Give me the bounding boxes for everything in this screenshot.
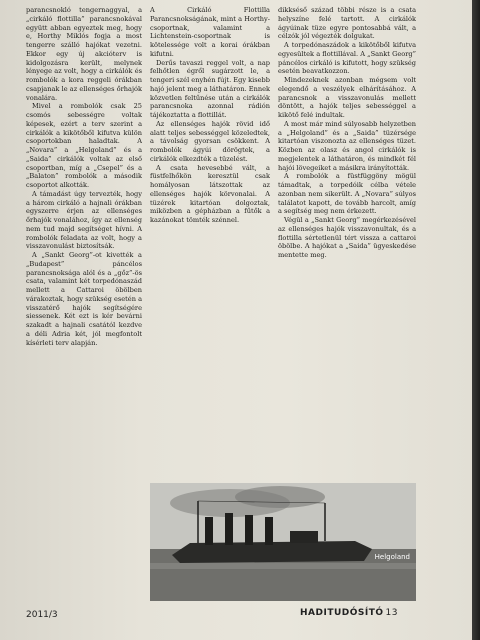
- paragraph: A csata hevesebbé vált, a füstfelhőkön keresztül csak homályosan látszottak az ellenséges hajók körvonalai. A tüzérek kitartóan dolgoztak, miközben a gépházban a fűtők a kazánokat tömték szénnel.: [150, 163, 270, 224]
- paragraph: A támadást úgy tervezték, hogy a három cirkáló a hajnali órákban egyszerre érjen az ellenséges őrhajók vonalához, így az ellenség nem tud majd segítséget hívni. A rombolók feladata az volt, hogy a visszavonulást biztosítsák.: [26, 189, 142, 251]
- paragraph: Végül a „Sankt Georg” megérkezésével az ellenséges hajók visszavonultak, és a flottilla sértetlenül tért vissza a cattaroi öbölbe. A hajókat a „Saida” ügyeskedése mentette meg.: [278, 216, 416, 259]
- photo-caption: Helgoland: [374, 553, 410, 561]
- page-number: 13: [385, 608, 398, 618]
- magazine-name: HADITUDÓSÍTÓ: [300, 608, 384, 618]
- page-edge-shadow: [472, 0, 480, 640]
- ship-photo: [150, 483, 416, 601]
- paragraph: Az ellenséges hajók rövid idő alatt teljes sebességgel közeledtek, a távolság gyorsan csökkent. A rombolók ágyúi dörögtek, a cirkálók elkezdték a tüzelést.: [150, 119, 270, 163]
- paragraph: Derűs tavaszi reggel volt, a nap felhőtlen égről sugárzott le, a tengeri szél enyhén fújt. Egy kisebb hajó jelent meg a láthatáron. Ennek közvetlen feltűnése után a cirkálók parancsnoka azonnal rádión tájékoztatta a flottillát.: [150, 58, 270, 119]
- paragraph: A rombolók a füstfüggöny mögül támadtak, a torpedóik célba vétele azonban nem sikerült. A „Novara” súlyos találatot kapott, de tovább harcolt, amíg a segítség meg nem érkezett.: [278, 172, 416, 216]
- paragraph: dikkséső század többi része is a csata helyszíne felé tartott. A cirkálók ágyúinak tüze egyre pontosabbá vált, a célzók jól végezték dolgukat.: [278, 6, 416, 41]
- warship-illustration: [150, 483, 416, 601]
- paragraph: parancsnokló tengernaggyal, a „cirkáló flottilla” parancsnokával együtt abban egyeztek meg, hogy e, Horthy Miklós fogja a most tengerre szálló hajókat vezetni. Ekkor egy új akcióterv is kidolgozásra került, melynek lényege az volt, hogy a cirkálók és rombolók a kora reggeli órákban csapjanak le az ellenséges őrhajók vonalára.: [26, 6, 142, 102]
- magazine-footer: [300, 608, 398, 618]
- issue-number: 2011/3: [26, 610, 58, 620]
- paragraph: A Cirkáló Flottilla Parancsnokságának, mint a Horthy-csoportnak, valamint a Lichtenstein-csoportnak is kötelessége volt a korai órákban kifutni.: [150, 6, 270, 58]
- paragraph: Mivel a rombolók csak 25 csomós sebességre voltak képesek, ezért a terv szerint a cirkálók a kikötőből kifutva külön csoportokban haladtak. A „Novara” a „Helgoland” és a „Saida” cirkálók voltak az első csoportban, míg a „Csepel” és a „Balaton” rombolók a második csoportot alkották.: [26, 102, 142, 189]
- text-column-left: [26, 6, 142, 602]
- paragraph: Mindezeknek azonban mégsem volt elegendő a veszélyek elhárításához. A parancsnok a visszavonulás mellett döntött, a hajók teljes sebességgel a kikötő felé indultak.: [278, 76, 416, 119]
- text-column-middle: [150, 6, 270, 328]
- paragraph: A most már mind súlyosabb helyzetben a „Helgoland” és a „Saida” tüzérsége kitartóan viszonozta az ellenséges tüzet. Közben az olasz és angol cirkálók is megjelentek a láthatáron, és mindkét fél hajói lövegeiket a másikra irányították.: [278, 119, 416, 172]
- paragraph: A torpedónaszádok a kikötőből kifutva egyesültek a flottillával. A „Sankt Georg” páncélos cirkáló is kifutott, hogy szükség esetén beavatkozzon.: [278, 41, 416, 76]
- paragraph: A „Sankt Georg”-ot kivették a „Budapest” páncélos parancsnoksága alól és a „gőz”-ös csata, valamint két torpedónaszád mellett a Cattaroi öbölben várakoztak, hogy szükség esetén a visszatérő hajók segítségére siessenek. Két ezt is kér bevárni szakadt a hajnali csatától kezdve a déli Adria két, jól megfontolt kísérleti terv alapján.: [26, 251, 142, 347]
